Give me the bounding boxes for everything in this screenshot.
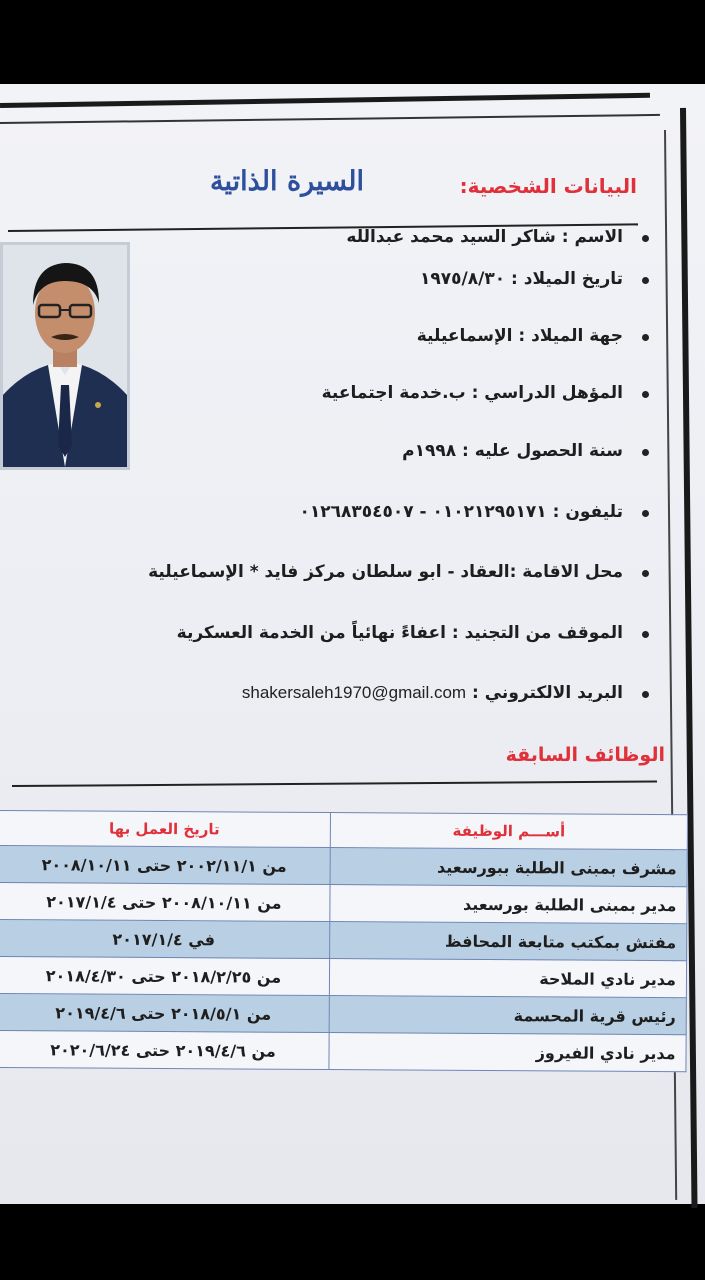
email-value: shakersaleh1970@gmail.com xyxy=(241,683,467,702)
table-row xyxy=(0,957,687,998)
table-row xyxy=(0,1030,686,1071)
info-name xyxy=(346,227,623,247)
info-email xyxy=(242,683,623,703)
bullet xyxy=(642,391,649,398)
info-graduation-year xyxy=(402,441,623,461)
bullet xyxy=(642,510,649,517)
personal-data-heading: البيانات الشخصية: xyxy=(459,174,637,198)
info-birthdate-text: تاريخ الميلاد : ١٩٧٥/٨/٣٠ xyxy=(420,269,623,289)
info-birthplace xyxy=(417,326,623,346)
previous-jobs-heading: الوظائف السابقة xyxy=(505,744,665,766)
job-cell: مفتش بمكتب متابعة المحافظ xyxy=(330,922,687,961)
jobs-table xyxy=(0,810,688,1072)
job-cell: مدير نادي الملاحة xyxy=(329,959,686,998)
table-row xyxy=(0,883,687,924)
info-birthplace-text: جهة الميلاد : الإسماعيلية xyxy=(416,326,623,346)
info-qualification-text: المؤهل الدراسي : ب.خدمة اجتماعية xyxy=(321,383,623,403)
date-cell: في ٢٠١٧/١/٤ xyxy=(0,920,330,959)
date-cell: من ٢٠٠٨/١٠/١١ حتى ٢٠١٧/١/٤ xyxy=(0,883,330,922)
bullet xyxy=(642,277,649,284)
info-name-text: الاسم : شاكر السيد محمد عبدالله xyxy=(346,227,623,247)
info-military-status xyxy=(177,623,623,643)
job-cell: مشرف بمبنى الطلبة ببورسعيد xyxy=(330,848,687,887)
bullet xyxy=(642,691,649,698)
info-military-status-text: الموقف من التجنيد : اعفاءً نهائياً من الخدمة العسكرية xyxy=(176,623,623,643)
cv-title: السيرة الذاتية xyxy=(210,166,364,197)
job-cell: مدير نادي الفيروز xyxy=(329,1033,686,1072)
info-address xyxy=(148,562,623,582)
info-qualification xyxy=(322,383,623,403)
info-address-text: محل الاقامة :العقاد - ابو سلطان مركز فايد * الإسماعيلية xyxy=(148,562,623,582)
bullet xyxy=(642,570,649,577)
bullet xyxy=(642,235,649,242)
info-graduation-year-text: سنة الحصول عليه : ١٩٩٨م xyxy=(402,441,623,461)
date-cell: من ٢٠١٨/٢/٢٥ حتى ٢٠١٨/٤/٣٠ xyxy=(0,957,330,996)
table-row xyxy=(0,846,687,887)
info-phone-text: تليفون : ٠١٠٢١٢٩٥١٧١ - ٠١٢٦٨٣٥٤٥٠٧ xyxy=(299,502,623,522)
bullet xyxy=(642,449,649,456)
date-cell: من ٢٠١٩/٤/٦ حتى ٢٠٢٠/٦/٢٤ xyxy=(0,1030,329,1069)
header-work-date: تاريخ العمل بها xyxy=(0,811,330,848)
info-phone xyxy=(300,502,624,522)
date-cell: من ٢٠١٨/٥/١ حتى ٢٠١٩/٤/٦ xyxy=(0,993,329,1032)
table-row xyxy=(0,993,686,1034)
date-cell: من ٢٠٠٢/١١/١ حتى ٢٠٠٨/١٠/١١ xyxy=(0,846,330,885)
bullet xyxy=(642,631,649,638)
job-cell: مدير بمبنى الطلبة بورسعيد xyxy=(330,885,687,924)
info-email-label: البريد الالكتروني : xyxy=(472,683,623,703)
info-birthdate xyxy=(420,269,623,289)
header-job-title: أســـم الوظيفة xyxy=(330,813,687,850)
table-header-row xyxy=(0,811,687,850)
table-row xyxy=(0,920,687,961)
profile-photo xyxy=(0,242,130,470)
job-cell: رئيس قرية المحسمة xyxy=(329,996,686,1035)
bullet xyxy=(642,334,649,341)
